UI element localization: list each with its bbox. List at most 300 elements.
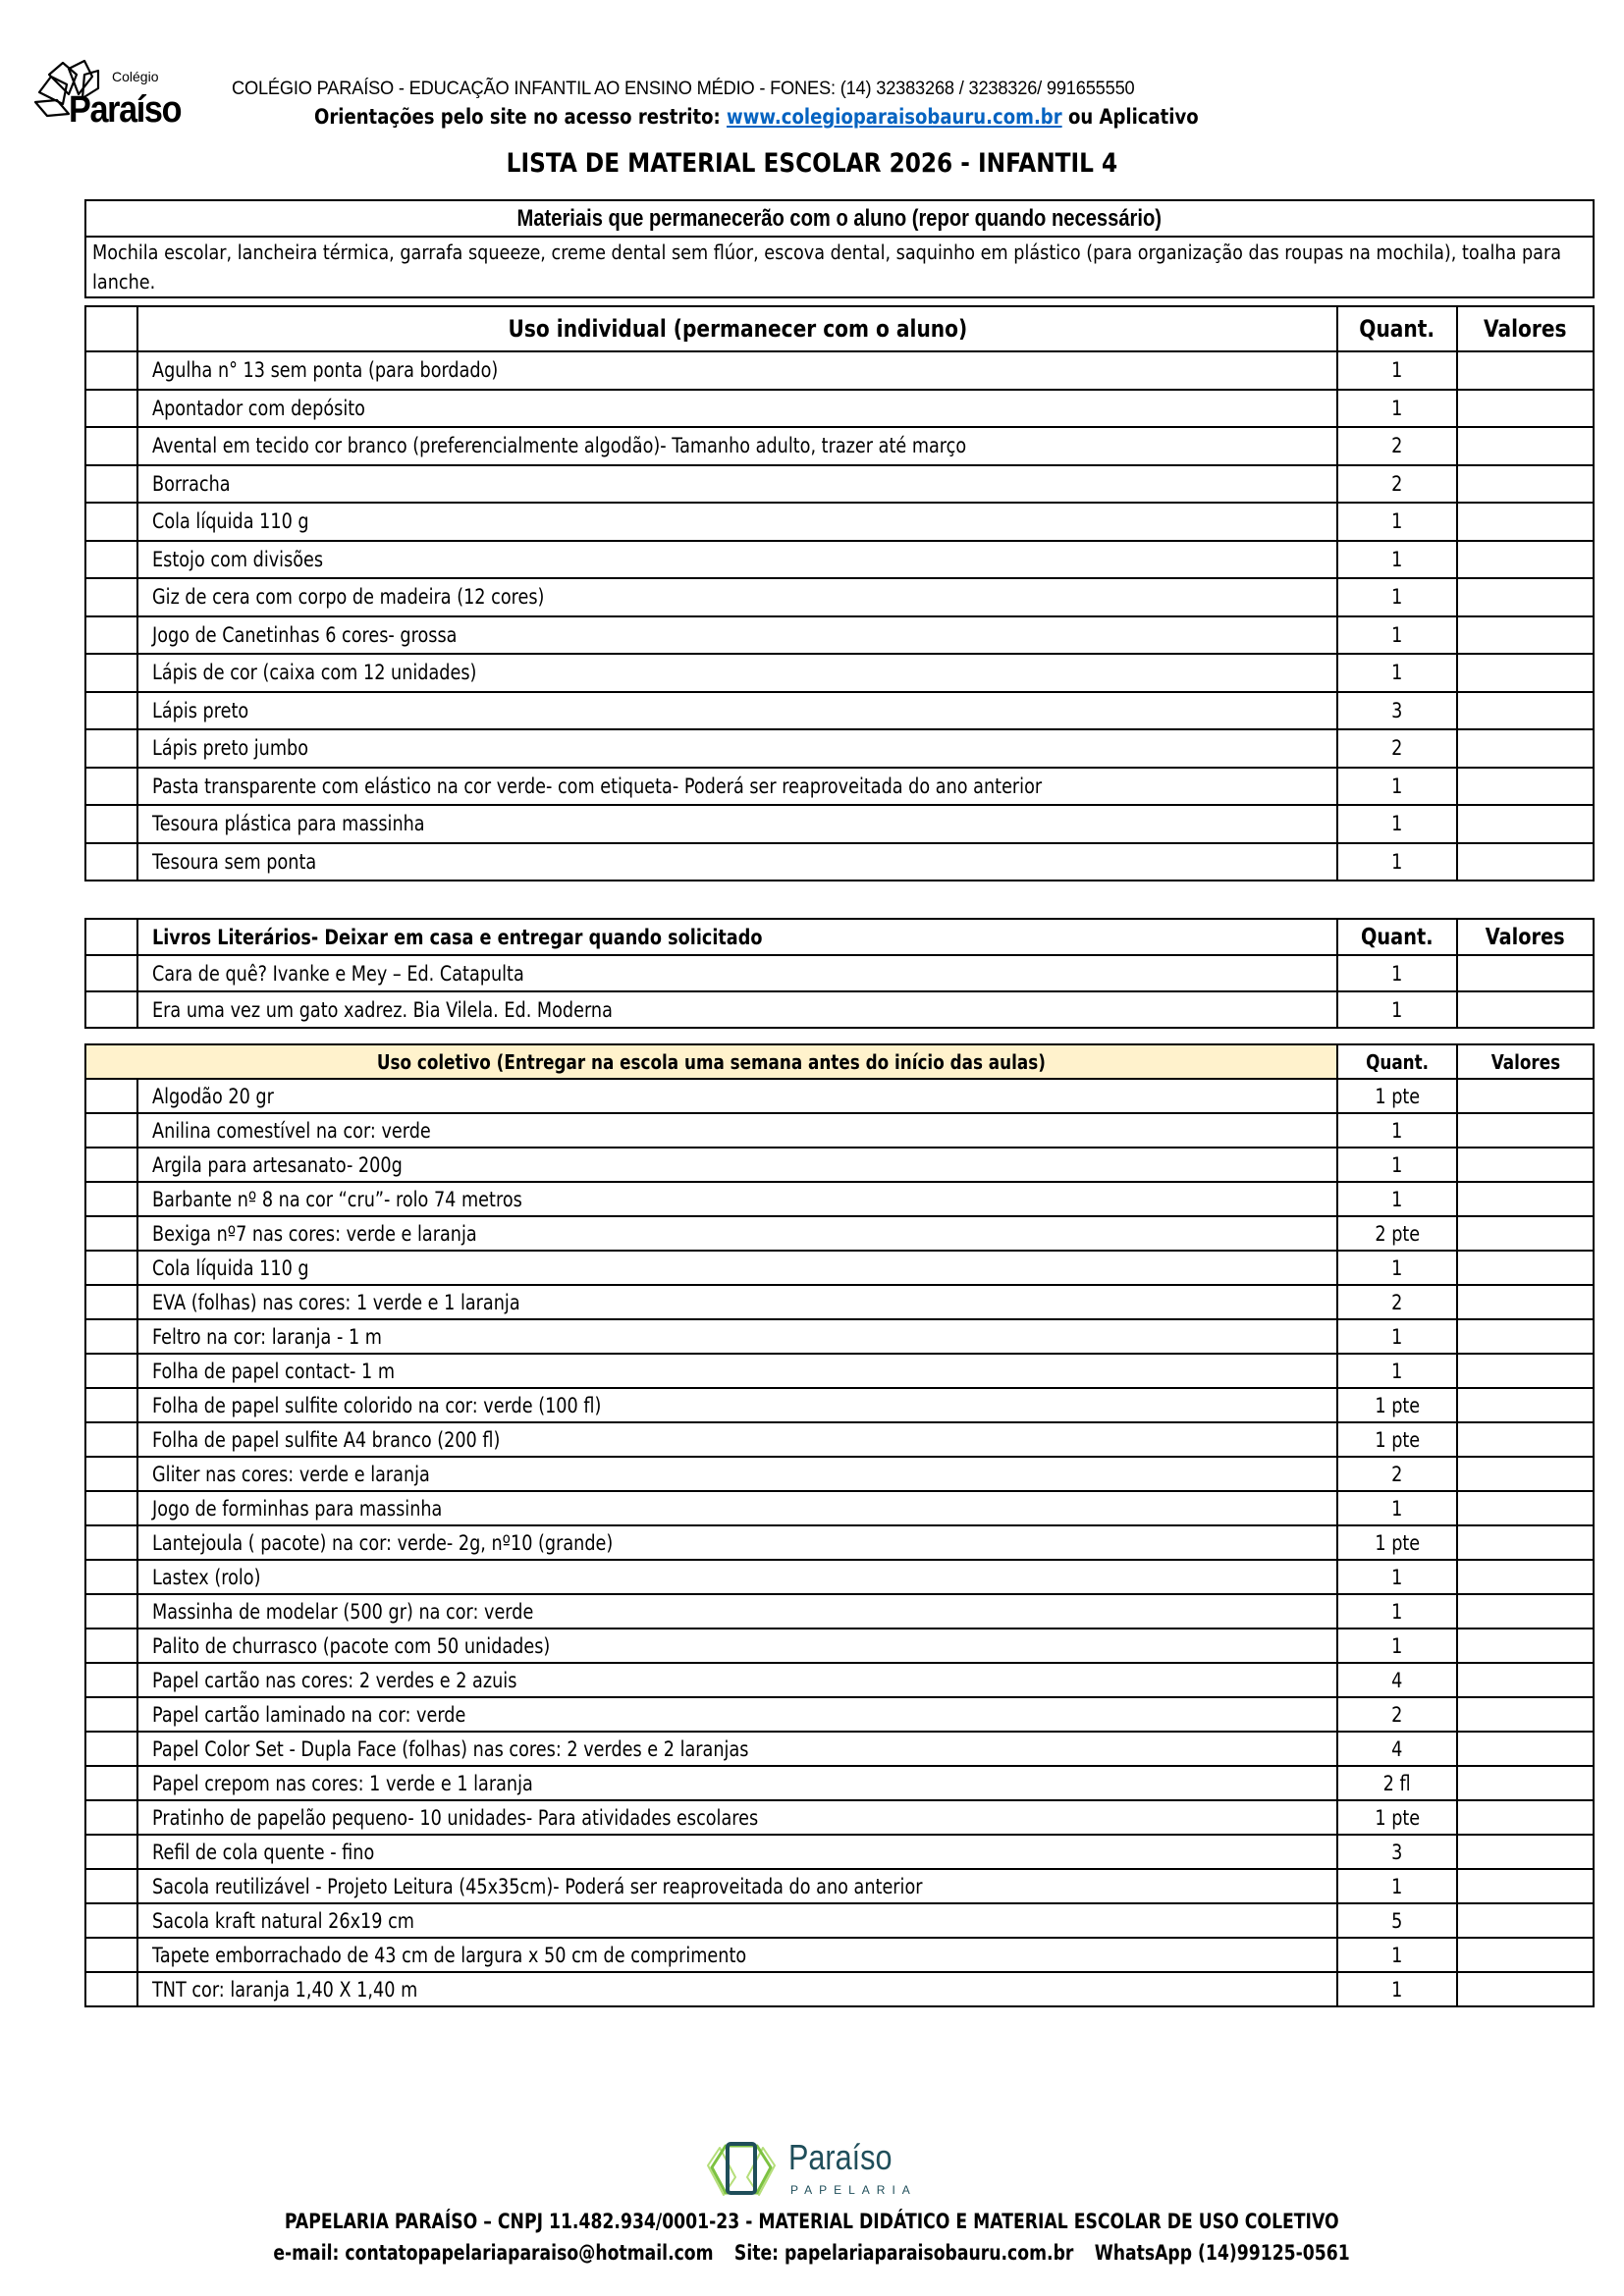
table-row: [85, 1903, 1594, 1938]
item-value-field[interactable]: [1457, 1594, 1594, 1629]
item-value-field[interactable]: [1457, 729, 1594, 768]
row-marker-cell: [85, 1835, 137, 1869]
item-description-text: Refil de cola quente - fino: [152, 1840, 375, 1864]
item-value-field[interactable]: [1457, 1422, 1594, 1457]
collective-use-table: [84, 1043, 1595, 2007]
qty-header: [1337, 919, 1457, 955]
item-quantity-text: 1: [1391, 1874, 1403, 1898]
item-description: [137, 955, 1337, 991]
table-row: [85, 1629, 1594, 1663]
row-marker-cell: [85, 1182, 137, 1216]
item-value-field[interactable]: [1457, 768, 1594, 806]
table-row: [85, 390, 1594, 428]
item-quantity-text: 4: [1391, 1668, 1403, 1692]
table-row: [85, 692, 1594, 730]
item-value-field[interactable]: [1457, 1354, 1594, 1388]
item-description-text: Palito de churrasco (pacote com 50 unidades): [152, 1633, 551, 1658]
item-quantity: [1337, 503, 1457, 541]
table-row: [85, 1938, 1594, 1972]
row-marker-cell: [85, 1800, 137, 1835]
item-quantity-text: 1 pte: [1375, 1427, 1420, 1452]
item-description-text: Apontador com depósito: [152, 396, 365, 420]
item-quantity: [1337, 1388, 1457, 1422]
item-quantity: [1337, 1697, 1457, 1732]
qty-header-text: Quant.: [1361, 924, 1434, 950]
item-quantity: [1337, 1800, 1457, 1835]
item-description: [137, 1560, 1337, 1594]
item-description-text: Lápis preto: [152, 698, 249, 722]
item-quantity: [1337, 427, 1457, 465]
item-description: [137, 351, 1337, 390]
item-value-field[interactable]: [1457, 1869, 1594, 1903]
item-value-field[interactable]: [1457, 1972, 1594, 2006]
item-description-text: Pasta transparente com elástico na cor verde- com etiqueta- Poderá ser reaproveitada do ano anterior: [152, 774, 1043, 798]
item-quantity-text: 1: [1391, 661, 1403, 685]
item-description-text: Argila para artesanato- 200g: [152, 1152, 403, 1177]
row-marker-cell: [85, 503, 137, 541]
row-marker-cell: [85, 991, 137, 1028]
table-row: [85, 768, 1594, 806]
footer-logo-text: Paraíso: [788, 2137, 893, 2177]
item-quantity: [1337, 1732, 1457, 1766]
item-value-field[interactable]: [1457, 1079, 1594, 1113]
footer-contact: [0, 2240, 1624, 2266]
row-marker-cell: [85, 1319, 137, 1354]
item-value-field[interactable]: [1457, 427, 1594, 465]
row-marker-cell: [85, 616, 137, 655]
item-description-text: Folha de papel sulfite A4 branco (200 fl): [152, 1427, 501, 1452]
row-marker-cell: [85, 1629, 137, 1663]
item-quantity: [1337, 1182, 1457, 1216]
footer-email[interactable]: e-mail: contatopapelariaparaiso@hotmail.com: [273, 2241, 715, 2265]
individual-use-table: [84, 305, 1595, 881]
school-info: COLÉGIO PARAÍSO - EDUCAÇÃO INFANTIL AO ENSINO MÉDIO - FONES: (14) 32383268 / 3238326/ 991655550: [232, 79, 1135, 99]
item-value-field[interactable]: [1457, 843, 1594, 881]
item-value-field[interactable]: [1457, 692, 1594, 730]
item-quantity: [1337, 390, 1457, 428]
table-row: [85, 1491, 1594, 1525]
value-header: [1457, 1044, 1594, 1079]
item-value-field[interactable]: [1457, 1903, 1594, 1938]
item-value-field[interactable]: [1457, 1285, 1594, 1319]
table-row: [85, 1594, 1594, 1629]
item-quantity: [1337, 1113, 1457, 1148]
item-quantity-text: 1: [1391, 1118, 1403, 1143]
row-marker-cell: [85, 1148, 137, 1182]
item-description-text: EVA (folhas) nas cores: 1 verde e 1 laranja: [152, 1290, 520, 1314]
item-description: [137, 1525, 1337, 1560]
table-row: [85, 1800, 1594, 1835]
item-description: [137, 1800, 1337, 1835]
item-description-text: Papel cartão nas cores: 2 verdes e 2 azuis: [152, 1668, 517, 1692]
item-value-field[interactable]: [1457, 616, 1594, 655]
item-quantity-text: 1: [1391, 1255, 1403, 1280]
row-marker-cell: [85, 1594, 137, 1629]
item-quantity-text: 1: [1391, 1152, 1403, 1177]
item-quantity-text: 1 pte: [1375, 1530, 1420, 1555]
item-description: [137, 1422, 1337, 1457]
item-description: [137, 1594, 1337, 1629]
item-description-text: Folha de papel sulfite colorido na cor: verde (100 fl): [152, 1393, 602, 1417]
footer-contact-text: [274, 2240, 1350, 2266]
value-header-text: Valores: [1484, 315, 1567, 343]
table-row: [85, 1216, 1594, 1251]
item-description-text: Giz de cera com corpo de madeira (12 cores): [152, 585, 545, 610]
qty-header-text: Quant.: [1366, 1049, 1429, 1074]
item-description-text: Tesoura sem ponta: [152, 849, 317, 874]
item-quantity: [1337, 729, 1457, 768]
item-description: [137, 654, 1337, 692]
item-value-field[interactable]: [1457, 1457, 1594, 1491]
item-quantity-text: 1: [1391, 1359, 1403, 1383]
item-description-text: Borracha: [152, 471, 231, 496]
item-value-field[interactable]: [1457, 1319, 1594, 1354]
item-description-text: Papel crepom nas cores: 1 verde e 1 laranja: [152, 1771, 533, 1795]
item-description-text: Lantejoula ( pacote) na cor: verde- 2g, nº10 (grande): [152, 1530, 614, 1555]
item-description: [137, 1972, 1337, 2006]
item-quantity-text: 1: [1391, 961, 1403, 986]
item-quantity-text: 2 fl: [1383, 1771, 1411, 1795]
table-row: [85, 1525, 1594, 1560]
item-description-text: Tesoura plástica para massinha: [152, 812, 425, 836]
item-quantity-text: 1: [1391, 849, 1403, 874]
item-description-text: Pratinho de papelão pequeno- 10 unidades- Para atividades escolares: [152, 1805, 759, 1830]
table-row: [85, 1388, 1594, 1422]
item-quantity-text: 2: [1391, 1462, 1403, 1486]
item-value-field[interactable]: [1457, 1800, 1594, 1835]
item-description: [137, 1732, 1337, 1766]
row-marker-cell: [85, 578, 137, 616]
item-value-field[interactable]: [1457, 1938, 1594, 1972]
item-value-field[interactable]: [1457, 503, 1594, 541]
footer-logo-subtext: PAPELARIA: [790, 2183, 917, 2197]
item-description: [137, 427, 1337, 465]
row-marker-cell: [85, 427, 137, 465]
table-row: [85, 465, 1594, 504]
item-quantity-text: 2 pte: [1375, 1221, 1420, 1246]
item-description: [137, 616, 1337, 655]
row-marker-cell: [85, 1285, 137, 1319]
item-value-field[interactable]: [1457, 1113, 1594, 1148]
item-description: [137, 1835, 1337, 1869]
item-value-field[interactable]: [1457, 1697, 1594, 1732]
item-quantity: [1337, 1422, 1457, 1457]
item-quantity: [1337, 351, 1457, 390]
item-value-field[interactable]: [1457, 1525, 1594, 1560]
item-description-text: Papel Color Set - Dupla Face (folhas) nas cores: 2 verdes e 2 laranjas: [152, 1736, 749, 1761]
item-value-field[interactable]: [1457, 578, 1594, 616]
item-value-field[interactable]: [1457, 1388, 1594, 1422]
row-marker-cell: [85, 1869, 137, 1903]
item-value-field[interactable]: [1457, 390, 1594, 428]
books-header-row: [85, 919, 1594, 955]
item-description-text: Cara de quê? Ivanke e Mey – Ed. Catapulta: [152, 961, 524, 986]
logo-small-text: Colégio: [112, 69, 159, 84]
table-row: [85, 1422, 1594, 1457]
row-marker-cell: [85, 1972, 137, 2006]
table-row: [85, 1182, 1594, 1216]
item-quantity: [1337, 768, 1457, 806]
item-quantity: [1337, 1629, 1457, 1663]
permanent-materials-title-text: Materiais que permanecerão com o aluno (repor quando necessário): [516, 204, 1163, 232]
table-row: [85, 1285, 1594, 1319]
row-marker-cell: [85, 1388, 137, 1422]
item-value-field[interactable]: [1457, 1835, 1594, 1869]
item-quantity: [1337, 654, 1457, 692]
table-row: [85, 1251, 1594, 1285]
item-description-text: Lápis de cor (caixa com 12 unidades): [152, 661, 477, 685]
item-description: [137, 1182, 1337, 1216]
item-quantity-text: 2: [1391, 471, 1403, 496]
row-marker-cell: [85, 805, 137, 843]
footer-whatsapp[interactable]: WhatsApp (14)99125-0561: [1095, 2241, 1351, 2265]
row-marker-cell: [85, 654, 137, 692]
table-row: [85, 1113, 1594, 1148]
permanent-materials-text: [85, 237, 1594, 297]
books-title: [137, 919, 1337, 955]
item-quantity: [1337, 692, 1457, 730]
item-description-text: Jogo de Canetinhas 6 cores- grossa: [152, 622, 458, 647]
row-marker-cell: [85, 351, 137, 390]
item-description: [137, 1457, 1337, 1491]
item-quantity: [1337, 1079, 1457, 1113]
orientation-suffix: ou Aplicativo: [1061, 105, 1199, 129]
qty-header-text: Quant.: [1359, 315, 1435, 343]
qty-header: [1337, 306, 1457, 351]
item-quantity-text: 1: [1391, 1324, 1403, 1349]
item-description-text: Jogo de forminhas para massinha: [152, 1496, 443, 1521]
table-row: [85, 991, 1594, 1028]
item-quantity-text: 2: [1391, 1290, 1403, 1314]
table-row: [85, 351, 1594, 390]
item-description-text: Sacola kraft natural 26x19 cm: [152, 1908, 415, 1933]
item-description-text: Estojo com divisões: [152, 547, 324, 571]
item-value-field[interactable]: [1457, 541, 1594, 579]
item-quantity: [1337, 541, 1457, 579]
item-value-field[interactable]: [1457, 1560, 1594, 1594]
item-description: [137, 1869, 1337, 1903]
item-description-text: TNT cor: laranja 1,40 X 1,40 m: [152, 1977, 418, 2002]
school-website-link[interactable]: www.colegioparaisobauru.com.br: [727, 105, 1062, 129]
footer-site[interactable]: Site: papelariaparaisobauru.com.br: [734, 2241, 1074, 2265]
table-row: [85, 805, 1594, 843]
item-description: [137, 1285, 1337, 1319]
table-row: [85, 503, 1594, 541]
blank-cell: [85, 306, 137, 351]
value-header-text: Valores: [1490, 1049, 1560, 1074]
item-description: [137, 390, 1337, 428]
row-marker-cell: [85, 1525, 137, 1560]
item-value-field[interactable]: [1457, 1663, 1594, 1697]
item-value-field[interactable]: [1457, 1732, 1594, 1766]
item-quantity: [1337, 1216, 1457, 1251]
row-marker-cell: [85, 1216, 137, 1251]
hexagon-leaf-icon: [702, 2138, 781, 2199]
value-header-text: Valores: [1486, 924, 1565, 950]
table-row: [85, 1972, 1594, 2006]
item-description-text: Massinha de modelar (500 gr) na cor: verde: [152, 1599, 534, 1624]
qty-header: [1337, 1044, 1457, 1079]
row-marker-cell: [85, 1663, 137, 1697]
row-marker-cell: [85, 1457, 137, 1491]
item-value-field[interactable]: [1457, 465, 1594, 504]
table-row: [85, 1354, 1594, 1388]
item-description: [137, 465, 1337, 504]
row-marker-cell: [85, 1903, 137, 1938]
item-value-field[interactable]: [1457, 1491, 1594, 1525]
table-row: [85, 1835, 1594, 1869]
item-quantity: [1337, 616, 1457, 655]
item-description: [137, 1629, 1337, 1663]
table-row: [85, 1732, 1594, 1766]
item-value-field[interactable]: [1457, 351, 1594, 390]
item-quantity-text: 1: [1391, 396, 1403, 420]
item-quantity: [1337, 1457, 1457, 1491]
item-quantity: [1337, 1938, 1457, 1972]
item-description: [137, 1113, 1337, 1148]
item-quantity: [1337, 1903, 1457, 1938]
row-marker-cell: [85, 768, 137, 806]
item-description: [137, 1216, 1337, 1251]
item-quantity: [1337, 1148, 1457, 1182]
item-quantity: [1337, 1251, 1457, 1285]
item-value-field[interactable]: [1457, 1182, 1594, 1216]
item-description-text: Barbante nº 8 na cor “cru”- rolo 74 metros: [152, 1187, 522, 1211]
item-description: [137, 1079, 1337, 1113]
table-row: [85, 1457, 1594, 1491]
value-header: [1457, 919, 1594, 955]
item-quantity-text: 1: [1391, 1633, 1403, 1658]
item-quantity-text: 1: [1391, 1187, 1403, 1211]
collective-title-text: Uso coletivo (Entregar na escola uma semana antes do início das aulas): [376, 1049, 1047, 1074]
row-marker-cell: [85, 1491, 137, 1525]
row-marker-cell: [85, 843, 137, 881]
item-description: [137, 991, 1337, 1028]
item-quantity-text: 3: [1391, 698, 1403, 722]
item-description: [137, 1319, 1337, 1354]
item-description: [137, 1354, 1337, 1388]
item-description: [137, 805, 1337, 843]
item-quantity-text: 1: [1391, 358, 1403, 383]
footer-company-text: PAPELARIA PARAÍSO – CNPJ 11.482.934/0001-23 - MATERIAL DIDÁTICO E MATERIAL ESCOLAR DE USO COLETIVO: [285, 2210, 1339, 2233]
item-quantity-text: 1 pte: [1375, 1805, 1420, 1830]
row-marker-cell: [85, 1938, 137, 1972]
row-marker-cell: [85, 1766, 137, 1800]
item-description-text: Era uma vez um gato xadrez. Bia Vilela. Ed. Moderna: [152, 997, 613, 1022]
orientation-line: [314, 104, 1199, 130]
table-row: [85, 1079, 1594, 1113]
table-row: [85, 427, 1594, 465]
row-marker-cell: [85, 465, 137, 504]
row-marker-cell: [85, 1560, 137, 1594]
colegio-paraiso-logo: [29, 55, 211, 141]
item-quantity-text: 2: [1391, 736, 1403, 761]
item-description: [137, 1148, 1337, 1182]
collective-header-row: [85, 1044, 1594, 1079]
item-value-field[interactable]: [1457, 805, 1594, 843]
item-quantity-text: 4: [1391, 1736, 1403, 1761]
books-title-text: Livros Literários- Deixar em casa e entregar quando solicitado: [152, 925, 763, 949]
permanent-materials-title: [85, 200, 1594, 237]
books-table: [84, 918, 1595, 1029]
table-row: [85, 1766, 1594, 1800]
individual-title-text: Uso individual (permanecer com o aluno): [508, 315, 967, 343]
item-description: [137, 578, 1337, 616]
footer-company-info: [0, 2209, 1624, 2234]
row-marker-cell: [85, 1251, 137, 1285]
item-quantity: [1337, 1319, 1457, 1354]
item-description: [137, 1663, 1337, 1697]
item-description: [137, 1903, 1337, 1938]
permanent-materials-list: Mochila escolar, lancheira térmica, garrafa squeeze, creme dental sem flúor, escova dental, saquinho em plástico (para organização das roupas na mochila), toalha para lanche.: [92, 240, 1562, 294]
item-description: [137, 1697, 1337, 1732]
item-quantity-text: 1: [1391, 1943, 1403, 1967]
item-description-text: Feltro na cor: laranja - 1 m: [152, 1324, 382, 1349]
item-quantity: [1337, 1560, 1457, 1594]
item-description-text: Cola líquida 110 g: [152, 1255, 309, 1280]
item-quantity-text: 1: [1391, 1977, 1403, 2002]
item-value-field[interactable]: [1457, 1766, 1594, 1800]
item-quantity: [1337, 1663, 1457, 1697]
item-value-field[interactable]: [1457, 991, 1594, 1028]
item-quantity-text: 1: [1391, 547, 1403, 571]
item-description: [137, 768, 1337, 806]
item-quantity-text: 1: [1391, 1565, 1403, 1589]
item-value-field[interactable]: [1457, 1148, 1594, 1182]
table-row: [85, 843, 1594, 881]
item-description: [137, 1388, 1337, 1422]
row-marker-cell: [85, 1354, 137, 1388]
item-quantity-text: 1: [1391, 812, 1403, 836]
row-marker-cell: [85, 729, 137, 768]
table-row: [85, 1319, 1594, 1354]
item-quantity: [1337, 1869, 1457, 1903]
item-quantity: [1337, 1594, 1457, 1629]
item-quantity: [1337, 1491, 1457, 1525]
row-marker-cell: [85, 692, 137, 730]
item-value-field[interactable]: [1457, 1251, 1594, 1285]
item-quantity: [1337, 1835, 1457, 1869]
item-quantity-text: 5: [1391, 1908, 1403, 1933]
item-quantity: [1337, 578, 1457, 616]
item-value-field[interactable]: [1457, 1629, 1594, 1663]
item-description-text: Sacola reutilizável - Projeto Leitura (45x35cm)- Poderá ser reaproveitada do ano anterior: [152, 1874, 923, 1898]
item-quantity-text: 1 pte: [1375, 1084, 1420, 1108]
item-description: [137, 1766, 1337, 1800]
item-description: [137, 843, 1337, 881]
item-value-field[interactable]: [1457, 654, 1594, 692]
blank-cell: [85, 919, 137, 955]
item-description-text: Agulha n° 13 sem ponta (para bordado): [152, 358, 499, 383]
item-description-text: Algodão 20 gr: [152, 1084, 274, 1108]
individual-title: [137, 306, 1337, 351]
item-quantity: [1337, 991, 1457, 1028]
item-quantity-text: 2: [1391, 434, 1403, 458]
table-row: [85, 955, 1594, 991]
item-value-field[interactable]: [1457, 955, 1594, 991]
item-description: [137, 503, 1337, 541]
item-quantity-text: 1: [1391, 509, 1403, 534]
item-description: [137, 541, 1337, 579]
item-description-text: Papel cartão laminado na cor: verde: [152, 1702, 466, 1727]
item-value-field[interactable]: [1457, 1216, 1594, 1251]
value-header: [1457, 306, 1594, 351]
item-quantity-text: 1: [1391, 997, 1403, 1022]
item-quantity: [1337, 465, 1457, 504]
item-quantity: [1337, 1766, 1457, 1800]
item-quantity-text: 2: [1391, 1702, 1403, 1727]
row-marker-cell: [85, 955, 137, 991]
